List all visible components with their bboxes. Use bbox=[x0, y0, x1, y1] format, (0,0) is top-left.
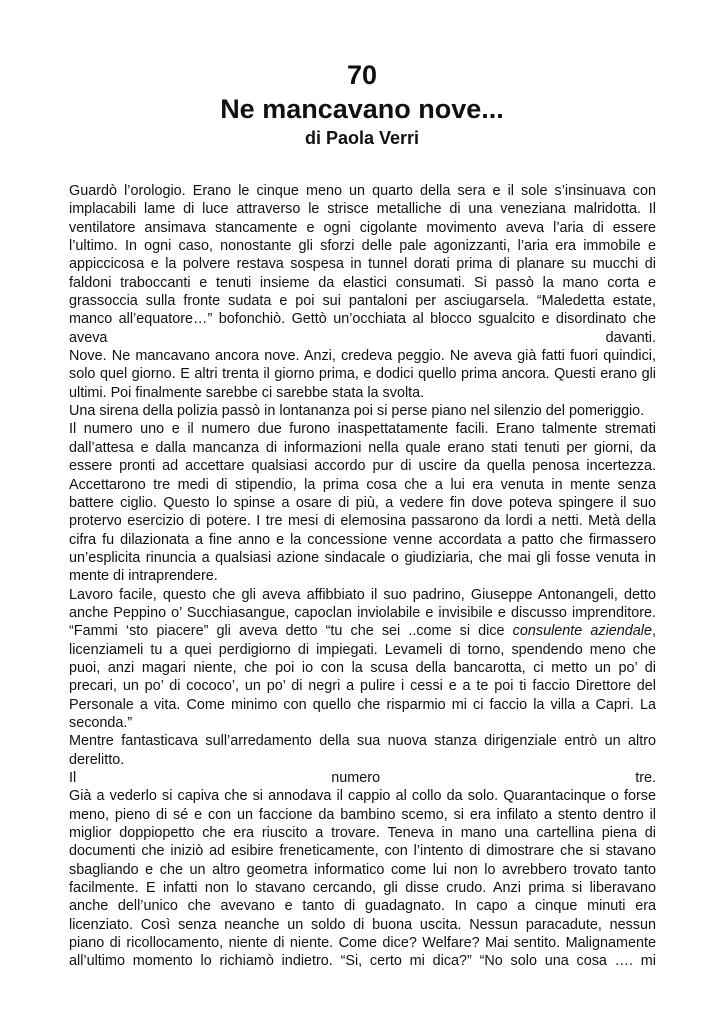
text-line-content: Lavoro facile, questo che gli aveva affibbiato il suo padrino, Giuseppe Antonangeli, detto bbox=[69, 586, 656, 603]
text-line bbox=[69, 677, 656, 695]
text-line bbox=[69, 916, 656, 934]
text-line-content: meno, pieno di sé e con un faccione da bambino scemo, si era infilato a stento dentro il bbox=[69, 806, 656, 823]
text-line-content: anche dell’unico che avevano e tanto di guadagnato. In capo a cinque minuti era bbox=[69, 898, 656, 915]
text-line bbox=[69, 861, 656, 879]
text-line-content: ventilatore ansimava stancamente e ogni cigolante movimento aveva l’aria di essere bbox=[69, 219, 656, 236]
text-line-content: grassoccia sulla fronte sudata e poi sui pantaloni per asciugarsela. “Maledetta estate, bbox=[69, 293, 656, 310]
text-line bbox=[69, 420, 656, 438]
text-line-content: licenziato. Così senza neanche un soldo di buona uscita. Nessun paracadute, nessun bbox=[69, 916, 656, 933]
text-line-content: implacabili lame di luce attraverso le strisce metalliche di una veneziana malridotta. Il bbox=[69, 201, 656, 218]
body-text bbox=[69, 182, 656, 971]
text-line bbox=[69, 714, 656, 732]
text-line-content: manco all’equatore…” bofonchiò. Gettò un’occhiata al blocco sgualcito e disordinato che bbox=[69, 311, 656, 328]
text-line bbox=[69, 787, 656, 805]
text-line bbox=[69, 292, 656, 310]
text-line bbox=[69, 952, 656, 970]
text-line-content: licenziameli tu a quei perdigiorno di impiegati. Levameli di torno, spendendo meno che bbox=[69, 641, 656, 658]
text-line-content: Già a vederlo si capiva che si annodava il cappio al collo da solo. Quarantacinque o forse bbox=[69, 788, 656, 805]
text-line-content: documenti che iniziò ad esibire freneticamente, con l’intento di dimostrare che si stavano bbox=[69, 843, 656, 860]
text-line bbox=[69, 439, 656, 457]
text-line bbox=[69, 255, 656, 273]
text-line-content: mente di intraprendere. bbox=[69, 568, 218, 585]
text-line-content: precari, un po’ di cococo’, un po’ di negri a pulire i cessi e a te poi ti faccio Direttore del bbox=[69, 678, 656, 695]
text-line-content: protervo esercizio di potere. I tre mesi di elemosina passarono da lordi a netti. Metà della bbox=[69, 513, 656, 530]
text-line bbox=[69, 237, 656, 255]
text-line-content: puoi, anzi magari niente, che poi io con la scusa della bancarotta, ci metto un po’ di bbox=[69, 659, 656, 676]
text-line bbox=[69, 732, 656, 750]
text-line bbox=[69, 897, 656, 915]
text-line-content: derelitto. bbox=[69, 751, 125, 768]
text-line-content: facilmente. E infatti non lo stavano cercando, gli disse crudo. Anzi prima si liberavano bbox=[69, 880, 656, 897]
text-line bbox=[69, 934, 656, 952]
text-line bbox=[69, 457, 656, 475]
text-line bbox=[69, 274, 656, 292]
text-line bbox=[69, 329, 656, 347]
text-line-content: l’ultimo. In ogni caso, nonostante gli sforzi delle pale agonizzanti, l’aria era immobile e bbox=[69, 238, 656, 255]
text-line-content: essere pronti ad accettare qualsiasi accordo pur di uscire da quella penosa incertezza. bbox=[69, 458, 656, 475]
text-line bbox=[69, 494, 656, 512]
text-line bbox=[69, 310, 656, 328]
text-line bbox=[69, 182, 656, 200]
text-line-content: Nove. Ne mancavano ancora nove. Anzi, credeva peggio. Ne aveva già fatti fuori quindici, bbox=[69, 348, 656, 365]
text-line-content: Mentre fantasticava sull’arredamento della sua nuova stanza dirigenziale entrò un altro bbox=[69, 733, 656, 750]
text-line bbox=[69, 769, 656, 787]
text-line bbox=[69, 384, 656, 402]
text-line bbox=[69, 806, 656, 824]
text-line bbox=[69, 641, 656, 659]
text-line bbox=[69, 512, 656, 530]
text-line bbox=[69, 200, 656, 218]
text-line bbox=[69, 696, 656, 714]
text-line-content: Guardò l’orologio. Erano le cinque meno un quarto della sera e il sole s’insinuava con bbox=[69, 183, 656, 199]
text-line-content: Il numero uno e il numero due furono inaspettatamente facili. Erano talmente stremati bbox=[69, 421, 656, 438]
text-line-content: Personale a vita. Come minimo con quello che risparmio mi ci faccio la villa a Capri. La bbox=[69, 696, 656, 713]
text-line-content: anche Peppino o’ Succhiasangue, capoclan inviolabile e invisibile e discusso imprenditore. bbox=[69, 604, 656, 621]
italic-phrase: consulente aziendale bbox=[512, 623, 653, 640]
text-line-content: Il numero tre. bbox=[69, 770, 656, 786]
text-line bbox=[69, 549, 656, 567]
text-line-content: un’esplicita rinuncia a qualsiasi azione sindacale o giudiziaria, che mai gli fosse venuta in bbox=[69, 549, 656, 566]
text-line bbox=[69, 879, 656, 897]
chapter-title: Ne mancavano nove... bbox=[220, 94, 504, 124]
text-line bbox=[69, 531, 656, 549]
text-line bbox=[69, 402, 656, 420]
chapter-number: 70 bbox=[346, 60, 378, 90]
text-line-content: cifra fu dilazionata a fine anno e la concessione venne accordata a patto che firmassero bbox=[69, 531, 656, 548]
text-line-content: “Fammi ‘sto piacere” gli aveva detto “tu che sei ..come si dice bbox=[69, 623, 513, 640]
text-line bbox=[69, 586, 656, 604]
text-line-content: battere ciglio. Questo lo spinse a osare di più, a vedere fin dove poteva spingere il suo bbox=[69, 494, 656, 511]
text-line bbox=[69, 476, 656, 494]
text-line bbox=[69, 842, 656, 860]
text-line-content: faldoni traboccanti e tenuti insieme da elastici consumati. Si passò la mano corta e bbox=[69, 274, 656, 291]
text-line bbox=[69, 567, 656, 585]
text-line-content: aveva davanti. bbox=[69, 329, 656, 346]
text-line-content: piano di ricollocamento, niente di niente. Come dice? Welfare? Mai sentito. Malignamente bbox=[69, 935, 656, 952]
text-line-content: dall’attesa e dalla mancanza di informazioni nella quale erano stati tenuti per giorni, da bbox=[69, 439, 656, 456]
text-line bbox=[69, 347, 656, 365]
text-line-content: Una sirena della polizia passò in lontananza poi si perse piano nel silenzio del pomeriggio. bbox=[69, 403, 645, 420]
text-line bbox=[69, 219, 656, 237]
text-line-tail: , bbox=[652, 623, 657, 640]
chapter-author: di Paola Verri bbox=[304, 128, 420, 148]
text-line-content: solo quel giorno. E altri trenta il giorno prima, e dodici quello prima ancora. Questi erano gli bbox=[69, 366, 656, 383]
text-line-content: seconda.” bbox=[69, 714, 133, 731]
text-line-content: all’ultimo momento lo richiamò indietro. “Si, certo mi dica?” “No solo una cosa …. mi bbox=[69, 953, 656, 970]
text-line-content: miglior doppiopetto che era riuscito a trovare. Teneva in mano una cartellina piena di bbox=[69, 825, 656, 842]
text-line-content: sbagliando e che un altro geometra informatico come lui non lo avrebbero trovato tanto bbox=[69, 861, 656, 878]
text-line-content: appiccicosa e la polvere restava sospesa in tunnel dorati prima di planare su mucchi di bbox=[69, 256, 656, 273]
text-line bbox=[69, 604, 656, 622]
text-line bbox=[69, 365, 656, 383]
text-line-content: Accettarono tre medi di stipendio, la prima cosa che a lui era venuta in mente senza bbox=[69, 476, 656, 493]
text-line-content: ultimi. Poi finalmente sarebbe ci sarebbe stata la svolta. bbox=[69, 384, 425, 401]
text-line bbox=[69, 751, 656, 769]
text-line bbox=[69, 824, 656, 842]
text-line bbox=[69, 659, 656, 677]
text-line bbox=[69, 622, 656, 640]
